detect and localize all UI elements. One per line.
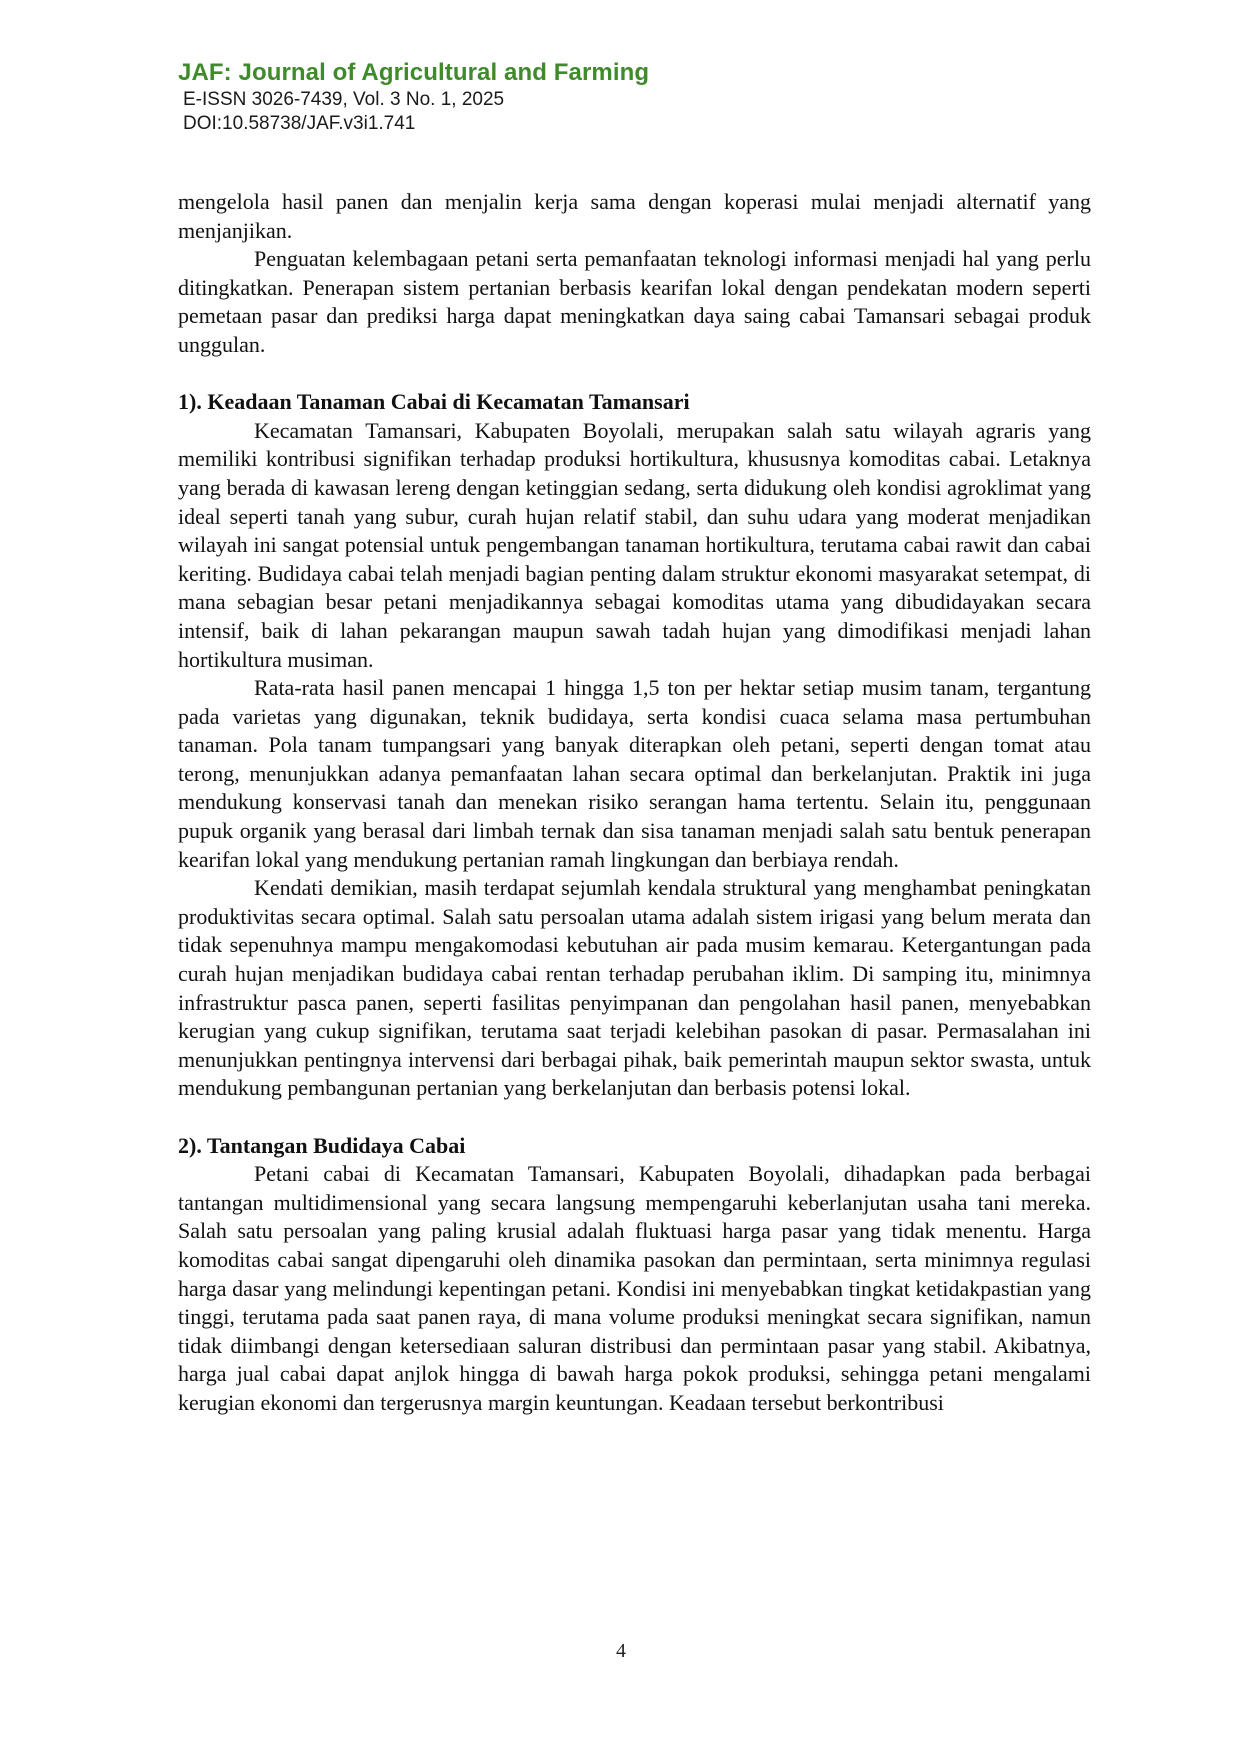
journal-doi: DOI:10.58738/JAF.v3i1.741	[183, 113, 416, 134]
section-spacer	[178, 1103, 1091, 1132]
section2-paragraph-1: Petani cabai di Kecamatan Tamansari, Kabupaten Boyolali, dihadapkan pada berbagai tantangan multidimensional yang secara langsung mempengaruhi keberlanjutan usaha tani mereka. Salah satu persoalan yang paling krusial adalah fluktuasi harga pasar yang tidak menentu. Harga komoditas cabai sangat dipengaruhi oleh dinamika pasokan dan permintaan, serta minimnya regulasi harga dasar yang melindungi kepentingan petani. Kondisi ini menyebabkan tingkat ketidakpastian yang tinggi, terutama pada saat panen raya, di mana volume produksi meningkat secara signifikan, namun tidak diimbangi dengan ketersediaan saluran distribusi dan permintaan pasar yang stabil. Akibatnya, harga jual cabai dapat anjlok hingga di bawah harga pokok produksi, sehingga petani mengalami kerugian ekonomi dan tergerusnya margin keuntungan. Keadaan tersebut berkontribusi	[178, 1161, 1091, 1415]
section-spacer	[178, 360, 1091, 389]
journal-title: JAF: Journal of Agricultural and Farming	[178, 59, 650, 86]
section-heading-2: 2). Tantangan Budidaya Cabai	[178, 1132, 466, 1158]
section1-paragraph-1: Kecamatan Tamansari, Kabupaten Boyolali, merupakan salah satu wilayah agraris yang memiliki kontribusi signifikan terhadap produksi hortikultura, khususnya komoditas cabai. Letaknya yang berada di kawasan lereng dengan ketinggian sedang, serta didukung oleh kondisi agroklimat yang ideal seperti tanah yang subur, curah hujan relatif stabil, dan suhu udara yang moderat menjadikan wilayah ini sangat potensial untuk pengembangan tanaman hortikultura, terutama cabai rawit dan cabai keriting. Budidaya cabai telah menjadi bagian penting dalam struktur ekonomi masyarakat setempat, di mana sebagian besar petani menjadikannya sebagai komoditas utama yang dibudidayakan secara intensif, baik di lahan pekarangan maupun sawah tadah hujan yang dimodifikasi menjadi lahan hortikultura musiman.	[178, 417, 1091, 672]
section1-paragraph-2: Rata-rata hasil panen mencapai 1 hingga 1,5 ton per hektar setiap musim tanam, tergantung pada varietas yang digunakan, teknik budidaya, serta kondisi cuaca selama masa pertumbuhan tanaman. Pola tanam tumpangsari yang banyak diterapkan oleh petani, seperti dengan tomat atau terong, menunjukkan adanya pemanfaatan lahan secara optimal dan berkelanjutan. Praktik ini juga mendukung konservasi tanah dan menekan risiko serangan hama tertentu. Selain itu, penggunaan pupuk organik yang berasal dari limbah ternak dan sisa tanaman menjadi salah satu bentuk penerapan kearifan lokal yang mendukung pertanian ramah lingkungan dan berbiaya rendah.	[178, 675, 1091, 872]
section-heading-1: 1). Keadaan Tanaman Cabai di Kecamatan Tamansari	[178, 389, 690, 415]
paragraph-intro-continuation: mengelola hasil panen dan menjalin kerja sama dengan koperasi mulai menjadi alternatif yang menjanjikan.	[178, 189, 1091, 243]
article-body	[178, 188, 1091, 1418]
section1-paragraph-3: Kendati demikian, masih terdapat sejumlah kendala struktural yang menghambat peningkatan produktivitas secara optimal. Salah satu persoalan utama adalah sistem irigasi yang belum merata dan tidak sepenuhnya mampu mengakomodasi kebutuhan air pada musim kemarau. Ketergantungan pada curah hujan menjadikan budidaya cabai rentan terhadap perubahan iklim. Di samping itu, minimnya infrastruktur pasca panen, seperti fasilitas penyimpanan dan pengolahan hasil panen, menyebabkan kerugian yang cukup signifikan, terutama saat terjadi kelebihan pasokan di pasar. Permasalahan ini menunjukkan pentingnya intervensi dari berbagai pihak, baik pemerintah maupun sektor swasta, untuk mendukung pembangunan pertanian yang berkelanjutan dan berbasis potensi lokal.	[178, 875, 1091, 1101]
paragraph-intro: Penguatan kelembagaan petani serta pemanfaatan teknologi informasi menjadi hal yang perlu ditingkatkan. Penerapan sistem pertanian berbasis kearifan lokal dengan pendekatan modern seperti pemetaan pasar dan prediksi harga dapat meningkatkan daya saing cabai Tamansari sebagai produk unggulan.	[178, 246, 1091, 357]
page-number: 4	[616, 1640, 626, 1662]
journal-issn: E-ISSN 3026-7439, Vol. 3 No. 1, 2025	[183, 89, 505, 110]
journal-header	[178, 58, 649, 136]
